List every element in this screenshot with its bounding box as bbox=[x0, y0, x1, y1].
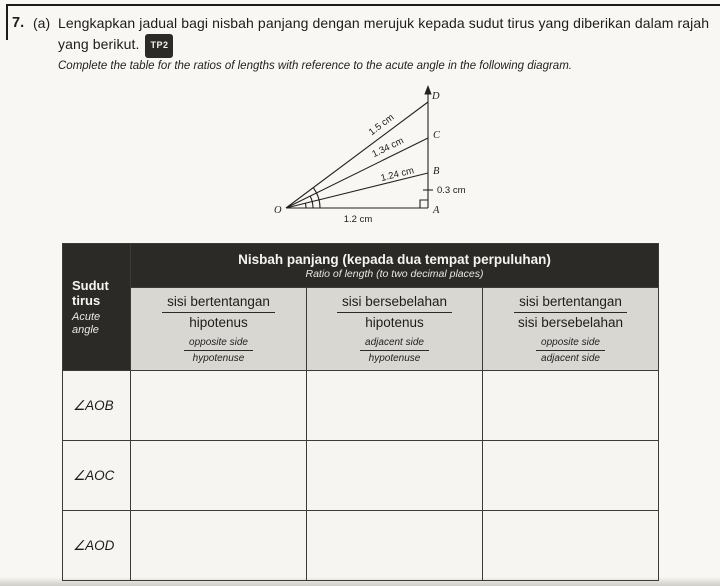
page-left-border bbox=[6, 4, 8, 40]
corner-header-acute-angle bbox=[63, 244, 131, 371]
ray-od bbox=[286, 102, 428, 208]
length-label-ab: 0.3 cm bbox=[437, 185, 466, 196]
table-row-aod bbox=[63, 511, 659, 581]
answer-cell-aod-adj-over-hyp bbox=[307, 511, 483, 581]
length-label-oa: 1.2 cm bbox=[343, 214, 373, 225]
fraction-numerator: opposite side bbox=[184, 336, 253, 351]
main-header-malay: Nisbah panjang (kepada dua tempat perpuluhan) bbox=[238, 251, 551, 267]
table-row-aob bbox=[63, 371, 659, 441]
angle-arc-aob bbox=[305, 203, 306, 208]
answer-cell-aod-opp-over-hyp bbox=[131, 511, 307, 581]
angle-label-aod: ∠AOD bbox=[63, 511, 131, 581]
fraction-numerator: adjacent side bbox=[360, 336, 429, 351]
fraction-denominator: adjacent side bbox=[541, 353, 600, 365]
fraction-denominator: sisi bersebelahan bbox=[517, 314, 624, 330]
answer-cell-aob-opp-over-adj bbox=[483, 371, 659, 441]
question-part: (a) bbox=[33, 15, 51, 31]
question-block bbox=[12, 13, 717, 74]
question-text-malay bbox=[58, 13, 717, 58]
fraction-malay bbox=[162, 293, 275, 331]
column-header-opp-over-adj bbox=[483, 288, 659, 371]
fraction-denominator: hypotenuse bbox=[368, 353, 421, 365]
main-header-cell bbox=[131, 244, 659, 288]
fraction-numerator: sisi bersebelahan bbox=[337, 293, 452, 313]
angle-label-aob: ∠AOB bbox=[63, 371, 131, 441]
fraction-numerator: sisi bertentangan bbox=[162, 293, 275, 313]
fraction-numerator: opposite side bbox=[536, 336, 605, 351]
angle-label-aoc: ∠AOC bbox=[63, 441, 131, 511]
triangle-diagram bbox=[272, 78, 522, 238]
question-text-english: Complete the table for the ratios of lengths with reference to the acute angle in the following diagram. bbox=[58, 60, 572, 72]
page-top-border bbox=[6, 4, 720, 6]
length-label-od: 1.5 cm bbox=[366, 112, 397, 138]
main-header-english: Ratio of length (to two decimal places) bbox=[305, 267, 484, 280]
column-header-row bbox=[63, 288, 659, 371]
length-label-oc: 1.34 cm bbox=[370, 135, 406, 161]
column-header-opp-over-hyp bbox=[131, 288, 307, 371]
ratio-table bbox=[62, 243, 659, 581]
point-label-d: D bbox=[432, 91, 440, 102]
point-label-b: B bbox=[433, 166, 440, 177]
fraction-numerator: sisi bertentangan bbox=[514, 293, 627, 313]
right-angle-marker bbox=[420, 200, 428, 208]
fraction-malay bbox=[514, 293, 627, 331]
answer-cell-aoc-opp-over-adj bbox=[483, 441, 659, 511]
arrow-up-icon bbox=[424, 85, 431, 95]
fraction-malay bbox=[337, 293, 452, 331]
question-malay-line2: yang berikut. bbox=[58, 36, 140, 52]
question-number: 7. bbox=[12, 15, 25, 31]
point-label-o: O bbox=[274, 205, 282, 216]
question-malay-line1: Lengkapkan jadual bagi nisbah panjang dengan merujuk kepada sudut tirus yang diberikan dalam rajah bbox=[58, 15, 710, 31]
table-row-aoc bbox=[63, 441, 659, 511]
answer-cell-aoc-adj-over-hyp bbox=[307, 441, 483, 511]
question-text bbox=[58, 13, 717, 74]
corner-malay: Sudut tirus bbox=[72, 277, 109, 309]
tp2-badge: TP2 bbox=[145, 34, 173, 58]
answer-cell-aob-opp-over-hyp bbox=[131, 371, 307, 441]
corner-english: Acute angle bbox=[72, 310, 101, 336]
fraction-english bbox=[536, 336, 605, 365]
fraction-english bbox=[360, 336, 429, 365]
angle-arc-aod bbox=[313, 188, 320, 208]
fraction-english bbox=[184, 336, 253, 365]
answer-cell-aod-opp-over-adj bbox=[483, 511, 659, 581]
answer-cell-aob-adj-over-hyp bbox=[307, 371, 483, 441]
ray-ob bbox=[286, 173, 428, 208]
table-header-row bbox=[63, 244, 659, 288]
point-label-a: A bbox=[433, 205, 440, 216]
fraction-denominator: hypotenuse bbox=[192, 353, 245, 365]
fraction-denominator: hipotenus bbox=[189, 314, 248, 330]
answer-cell-aoc-opp-over-hyp bbox=[131, 441, 307, 511]
length-label-ob: 1.24 cm bbox=[379, 165, 416, 184]
point-label-c: C bbox=[433, 130, 441, 141]
column-header-adj-over-hyp bbox=[307, 288, 483, 371]
fraction-denominator: hipotenus bbox=[365, 314, 424, 330]
